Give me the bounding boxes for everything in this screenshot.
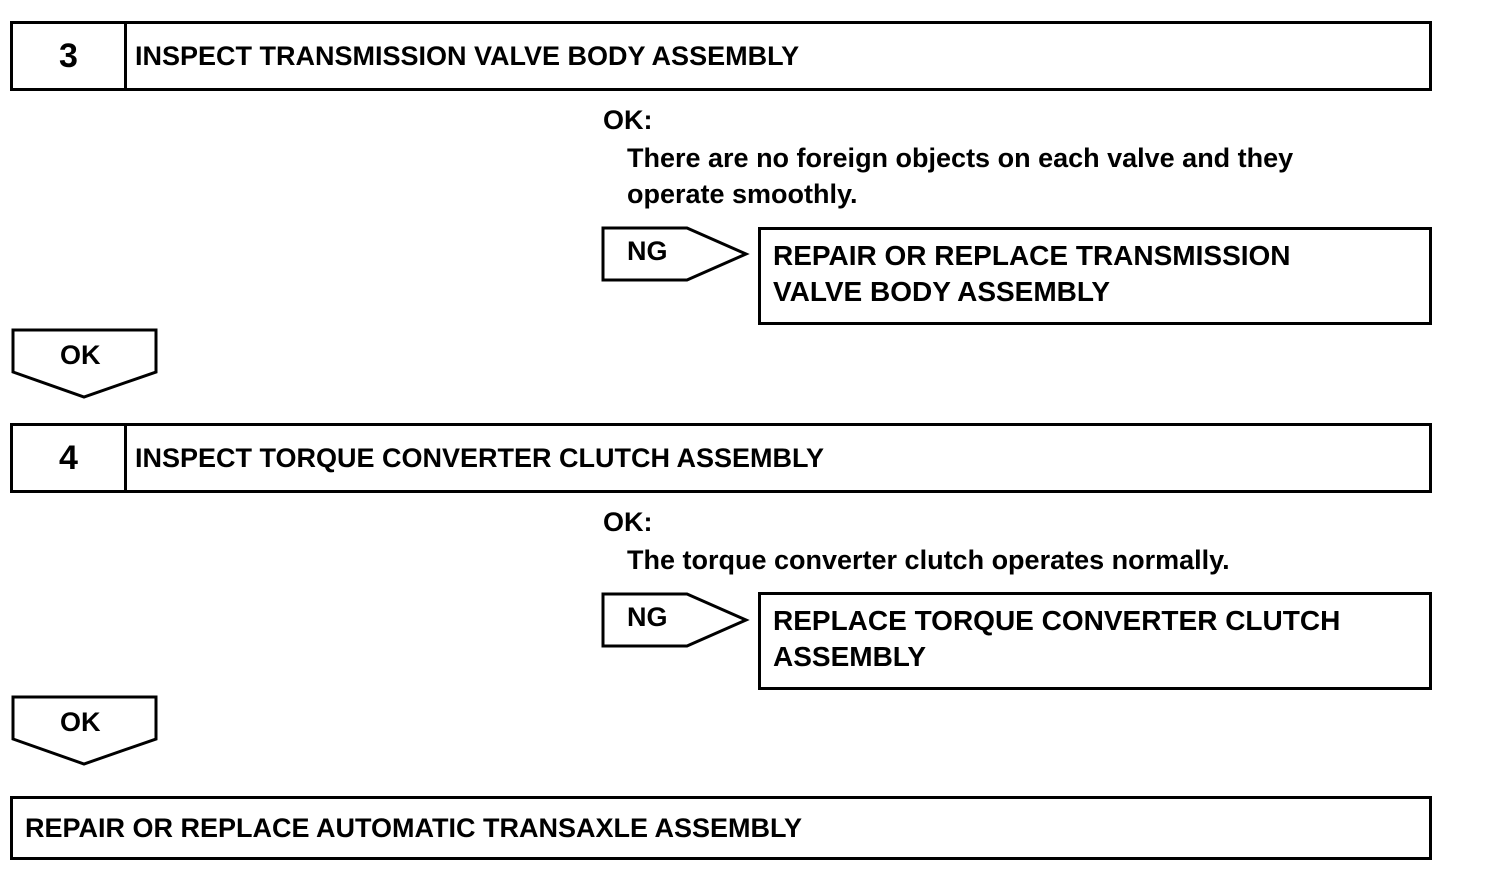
step-4-ng-action-text xyxy=(773,603,1340,675)
step-4-number: 4 xyxy=(13,426,127,490)
step-3-ng-action-box xyxy=(758,227,1432,325)
final-action-box xyxy=(10,796,1432,860)
step-4-ng-arrow xyxy=(600,591,752,649)
step-4-criteria-heading: OK: xyxy=(603,507,653,537)
step-3-criteria-line-1: There are no foreign objects on each valve and they xyxy=(627,143,1294,173)
step-4-criteria-line-1: The torque converter clutch operates normally. xyxy=(627,545,1230,575)
step-3-ng-action-text xyxy=(773,238,1291,310)
step-4-ng-label: NG xyxy=(627,602,668,632)
step-3-criteria-text xyxy=(627,140,1293,212)
step-4-ng-action-line-1: REPLACE TORQUE CONVERTER CLUTCH xyxy=(773,605,1341,636)
step-4-ok-label: OK xyxy=(60,707,101,737)
final-action-text: REPAIR OR REPLACE AUTOMATIC TRANSAXLE ASSEMBLY xyxy=(25,812,803,843)
step-4-ng-action-box xyxy=(758,592,1432,690)
step-3-header xyxy=(10,21,1432,91)
step-4-ng-action-line-2: ASSEMBLY xyxy=(773,641,927,672)
step-3-ok-label: OK xyxy=(60,340,101,370)
step-3-criteria-line-2: operate smoothly. xyxy=(627,179,858,209)
step-4-header xyxy=(10,423,1432,493)
step-3-ng-action-line-2: VALVE BODY ASSEMBLY xyxy=(773,276,1111,307)
step-3-number: 3 xyxy=(13,24,127,88)
step-3-ng-arrow xyxy=(600,225,752,283)
step-3-ng-action-line-1: REPAIR OR REPLACE TRANSMISSION xyxy=(773,240,1291,271)
step-4-criteria-text xyxy=(627,542,1230,578)
step-3-ng-label: NG xyxy=(627,236,668,266)
step-3-title: INSPECT TRANSMISSION VALVE BODY ASSEMBLY xyxy=(135,40,800,71)
step-4-title: INSPECT TORQUE CONVERTER CLUTCH ASSEMBLY xyxy=(135,442,825,473)
step-3-criteria-heading: OK: xyxy=(603,105,653,135)
